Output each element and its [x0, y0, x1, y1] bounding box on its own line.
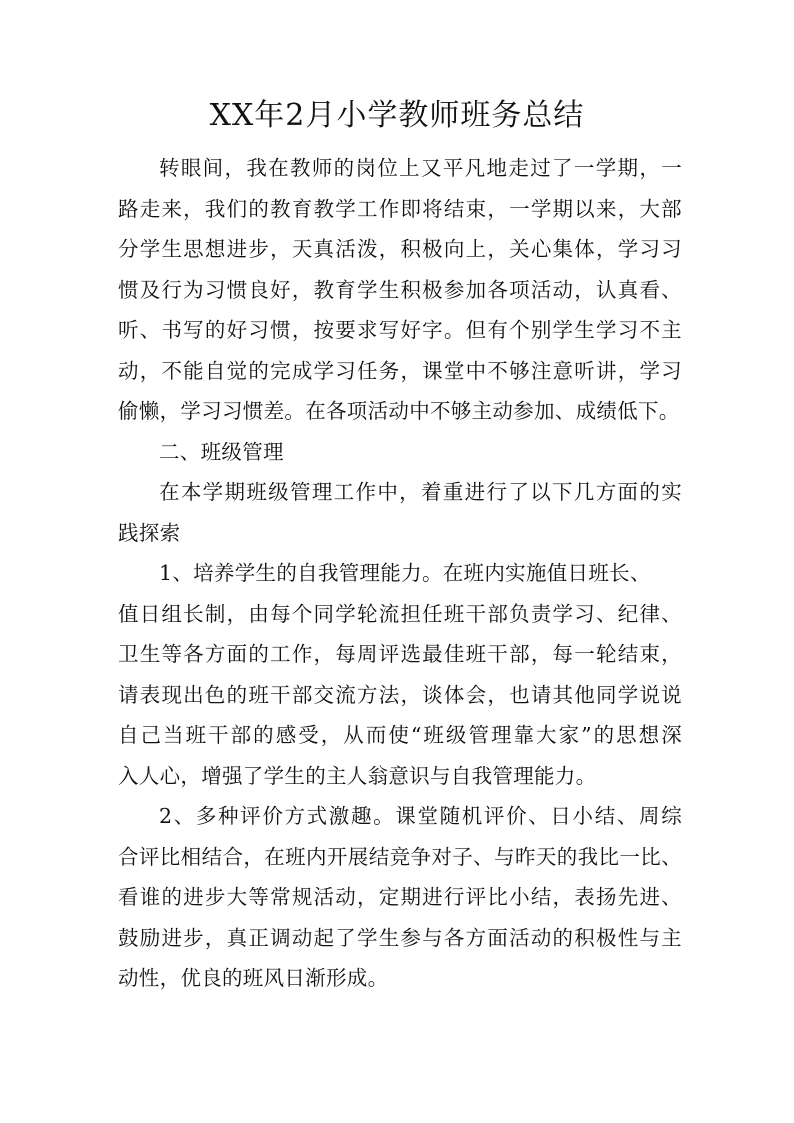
text-line: 在本学期班级管理工作中，着重进行了以下几方面的实	[159, 480, 682, 504]
text-line: 路走来，我们的教育教学工作即将结束，一学期以来，大部	[118, 196, 682, 221]
paragraph-intro	[118, 148, 682, 432]
text-line: 转眼间，我在教师的岗位上又平凡地走过了一学期，一	[159, 156, 682, 180]
section-heading-class-management	[118, 432, 682, 473]
text-line: 1、培养学生的自我管理能力。在班内实施值日班长、	[159, 561, 651, 585]
document-title: XX年2月小学教师班务总结	[209, 98, 585, 133]
text-line: 看谁的进步大等常规活动，定期进行评比小结，表扬先进、	[118, 885, 682, 909]
text-line: 动，不能自觉的完成学习任务，课堂中不够注意听讲，学习	[118, 358, 682, 383]
text-line: 动性，优良的班风日渐形成。	[118, 966, 389, 990]
text-line: 2、多种评价方式激趣。课堂随机评价、日小结、周综	[159, 804, 682, 828]
text-line: 鼓励进步，真正调动起了学生参与各方面活动的积极性与主	[118, 925, 682, 950]
text-line: 分学生思想进步，天真活泼，积极向上，关心集体，学习习	[118, 237, 682, 261]
text-line: 偷懒，学习习惯差。在各项活动中不够主动参加、成绩低下。	[118, 399, 680, 423]
text-line: 二、班级管理	[159, 439, 284, 464]
paragraph-management-intro	[118, 472, 682, 553]
text-line: 听、书写的好习惯，按要求写好字。但有个别学生学习不主	[118, 318, 682, 342]
text-line: 践探索	[118, 520, 181, 545]
text-line: 惯及行为习惯良好，教育学生积极参加各项活动，认真看、	[118, 277, 682, 302]
text-line: 合评比相结合，在班内开展结竞争对子、与昨天的我比一比、	[118, 844, 682, 869]
text-line: 值日组长制，由每个同学轮流担任班干部负责学习、纪律、	[118, 601, 682, 626]
paragraph-self-management	[118, 553, 682, 796]
text-line: 请表现出色的班干部交流方法，谈体会，也请其他同学说说	[118, 682, 682, 707]
document-body	[118, 148, 682, 999]
text-line: 入人心，增强了学生的主人翁意识与自我管理能力。	[118, 763, 597, 788]
paragraph-evaluation-methods	[118, 796, 682, 999]
text-line: 自己当班干部的感受，从而使“班级管理靠大家”的思想深	[118, 723, 682, 747]
text-line: 卫生等各方面的工作，每周评选最佳班干部，每一轮结束，	[118, 642, 682, 666]
